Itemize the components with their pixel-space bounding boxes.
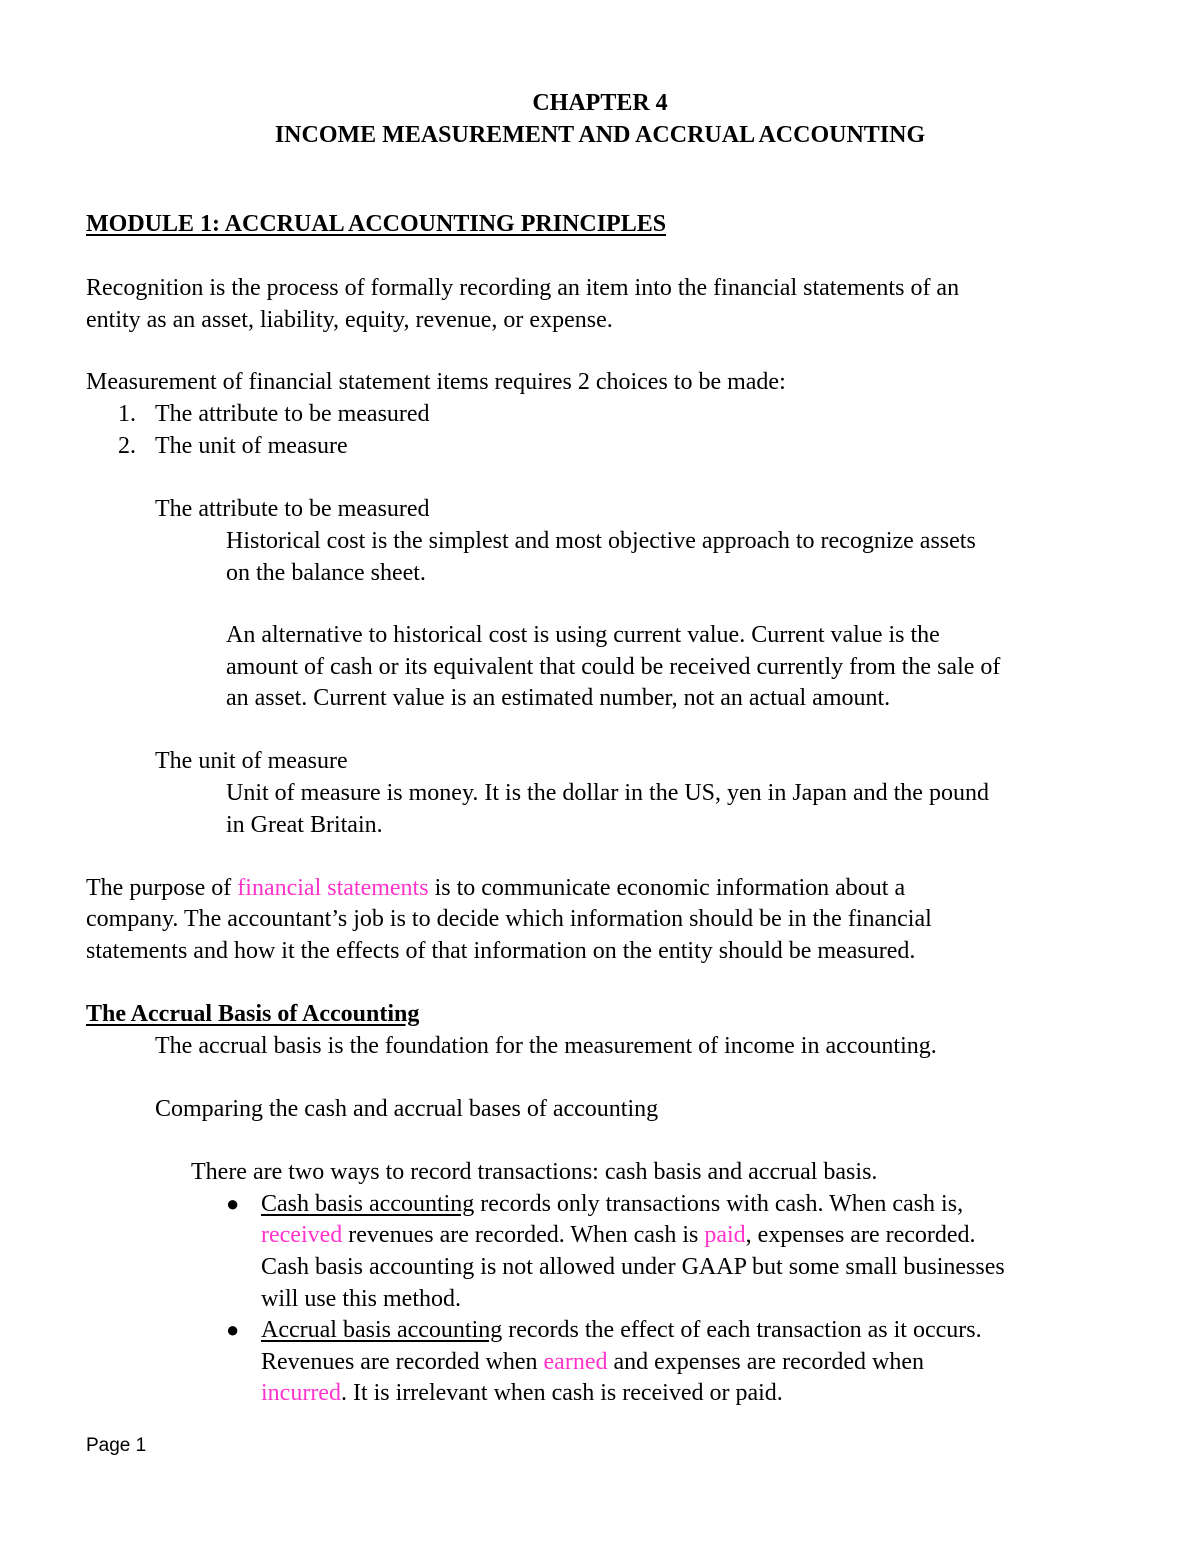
cash-basis-line-4: will use this method. [261, 1286, 461, 1312]
highlight-paid: paid [704, 1222, 746, 1248]
unit-heading: The unit of measure [155, 748, 348, 774]
accrual-basis-heading: The Accrual Basis of Accounting [86, 1001, 420, 1027]
cash-basis-line-2 [261, 1223, 976, 1247]
highlight-received: received [261, 1222, 343, 1248]
accrual-basis-text: and expenses are recorded when [607, 1349, 924, 1375]
chapter-number: CHAPTER 4 [532, 90, 668, 116]
list-number: 2. [118, 433, 136, 459]
purpose-line-3: statements and how it the effects of that information on the entity should be measured. [86, 938, 916, 964]
accrual-basis-line-2 [261, 1350, 924, 1374]
page-number: Page 1 [86, 1435, 147, 1456]
highlight-earned: earned [543, 1349, 608, 1375]
attribute-heading: The attribute to be measured [155, 496, 430, 522]
measurement-intro: Measurement of financial statement items requires 2 choices to be made: [86, 369, 786, 395]
bullet-icon: ● [226, 1317, 240, 1342]
purpose-text: is to communicate economic information about a [428, 875, 906, 901]
historical-cost-line-2: on the balance sheet. [226, 560, 426, 586]
accrual-basis-text: records the effect of each transaction as it occurs. [502, 1317, 982, 1343]
list-item: The attribute to be measured [155, 401, 430, 427]
cash-basis-text: records only transactions with cash. When cash is, [474, 1191, 964, 1217]
purpose-line-1 [86, 876, 905, 900]
two-ways-line: There are two ways to record transactions: cash basis and accrual basis. [191, 1159, 878, 1185]
accrual-basis-text: Revenues are recorded when [261, 1349, 544, 1375]
accrual-basis-text: . It is irrelevant when cash is received or paid. [340, 1380, 783, 1406]
comparing-heading: Comparing the cash and accrual bases of accounting [155, 1096, 659, 1122]
list-number: 1. [118, 401, 136, 427]
module-heading: MODULE 1: ACCRUAL ACCOUNTING PRINCIPLES [86, 211, 667, 237]
cash-basis-text: , expenses are recorded. [745, 1222, 976, 1248]
unit-line-1: Unit of measure is money. It is the dollar in the US, yen in Japan and the pound [226, 780, 989, 806]
unit-line-2: in Great Britain. [226, 812, 383, 838]
recognition-line-2: entity as an asset, liability, equity, revenue, or expense. [86, 307, 613, 333]
accrual-basis-line-1 [261, 1318, 982, 1342]
list-item: The unit of measure [155, 433, 348, 459]
historical-cost-line-1: Historical cost is the simplest and most objective approach to recognize assets [226, 528, 976, 554]
recognition-line-1: Recognition is the process of formally recording an item into the financial statements of an [86, 275, 960, 301]
current-value-line-2: amount of cash or its equivalent that could be received currently from the sale of [226, 654, 1001, 680]
accrual-basis-line-3 [261, 1381, 783, 1405]
purpose-line-2: company. The accountant’s job is to decide which information should be in the financial [86, 906, 932, 932]
accrual-foundation: The accrual basis is the foundation for the measurement of income in accounting. [155, 1033, 937, 1059]
current-value-line-3: an asset. Current value is an estimated number, not an actual amount. [226, 685, 891, 711]
purpose-text: The purpose of [86, 875, 238, 901]
chapter-title: INCOME MEASUREMENT AND ACCRUAL ACCOUNTING [274, 122, 926, 148]
cash-basis-line-1 [261, 1192, 963, 1216]
cash-basis-text: revenues are recorded. When cash is [342, 1222, 705, 1248]
highlight-incurred: incurred [261, 1380, 341, 1406]
cash-basis-term: Cash basis accounting [261, 1191, 475, 1217]
highlight-financial-statements: financial statements [237, 875, 429, 901]
bullet-icon: ● [226, 1191, 240, 1216]
cash-basis-line-3: Cash basis accounting is not allowed under GAAP but some small businesses [261, 1254, 1005, 1280]
current-value-line-1: An alternative to historical cost is using current value. Current value is the [226, 622, 940, 648]
accrual-basis-term: Accrual basis accounting [261, 1317, 503, 1343]
